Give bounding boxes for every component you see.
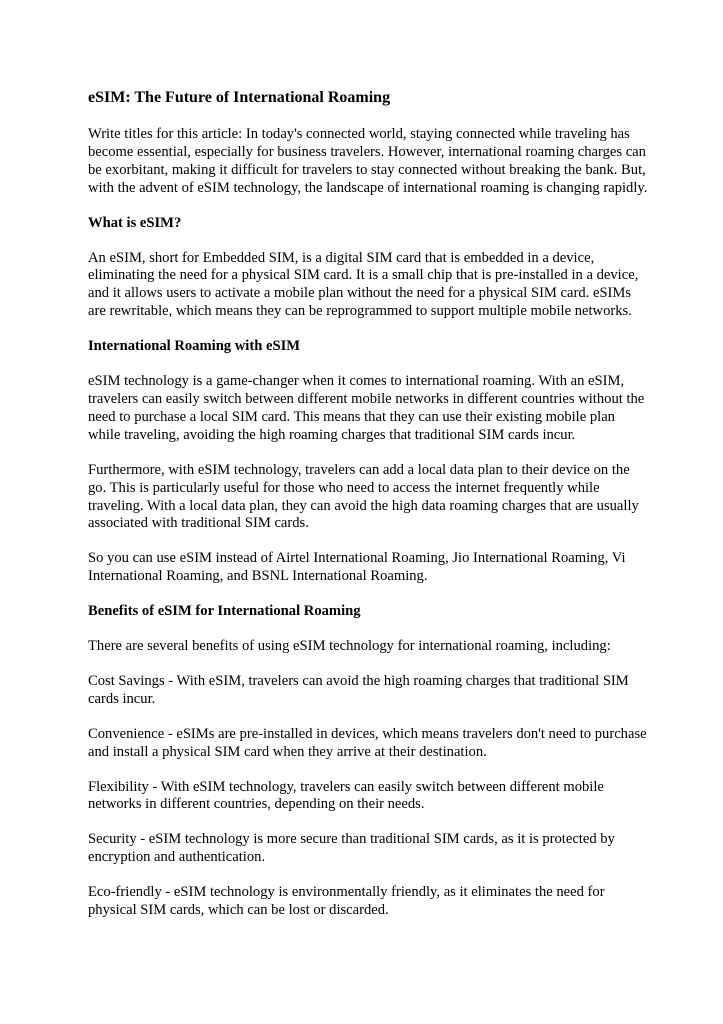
- benefit-eco-friendly: Eco-friendly - eSIM technology is environmentally friendly, as it eliminates the need for physical SIM cards, which can be lost or discarded.: [88, 884, 605, 919]
- section-heading-benefits: Benefits of eSIM for International Roaming: [88, 603, 361, 620]
- section-heading-what-is-esim: What is eSIM?: [88, 214, 182, 231]
- benefit-flexibility: Flexibility - With eSIM technology, travelers can easily switch between different mobile networks in different countries, depending on their needs.: [88, 778, 604, 813]
- roaming-paragraph-1: eSIM technology is a game-changer when it comes to international roaming. With an eSIM, travelers can easily switch between different mobile networks in different countries without the need to purchase a local SIM card. This means that they can use their existing mobile plan while traveling, avoiding the high roaming charges that traditional SIM cards incur.: [88, 373, 645, 443]
- benefits-intro-paragraph: There are several benefits of using eSIM technology for international roaming, including:: [88, 638, 611, 655]
- document-page: [88, 88, 648, 937]
- what-is-esim-paragraph: An eSIM, short for Embedded SIM, is a digital SIM card that is embedded in a device, eliminating the need for a physical SIM card. It is a small chip that is pre-installed in a device, and it allows users to activate a mobile plan without the need for a physical SIM card. eSIMs are rewritable, which means they can be reprogrammed to support multiple mobile networks.: [88, 249, 639, 320]
- document-title: eSIM: The Future of International Roaming: [88, 89, 391, 106]
- roaming-paragraph-2: Furthermore, with eSIM technology, travelers can add a local data plan to their device on the go. This is particularly useful for those who need to access the internet frequently while traveling. With a local data plan, they can avoid the high data roaming charges that are usually associated with traditional SIM cards.: [88, 461, 639, 532]
- benefit-cost-savings: Cost Savings - With eSIM, travelers can avoid the high roaming charges that traditional SIM cards incur.: [88, 672, 629, 707]
- roaming-paragraph-3: So you can use eSIM instead of Airtel International Roaming, Jio International Roaming, Vi International Roaming, and BSNL International Roaming.: [88, 550, 626, 585]
- intro-paragraph: Write titles for this article: In today's connected world, staying connected while traveling has become essential, especially for business travelers. However, international roaming charges can be exorbitant, making it difficult for travelers to stay connected without breaking the bank. But, with the advent of eSIM technology, the landscape of international roaming is changing rapidly.: [88, 126, 648, 196]
- benefit-convenience: Convenience - eSIMs are pre-installed in devices, which means travelers don't need to purchase and install a physical SIM card when they arrive at their destination.: [88, 725, 647, 760]
- section-heading-international-roaming: International Roaming with eSIM: [88, 338, 301, 355]
- benefit-security: Security - eSIM technology is more secure than traditional SIM cards, as it is protected by encryption and authentication.: [88, 831, 615, 866]
